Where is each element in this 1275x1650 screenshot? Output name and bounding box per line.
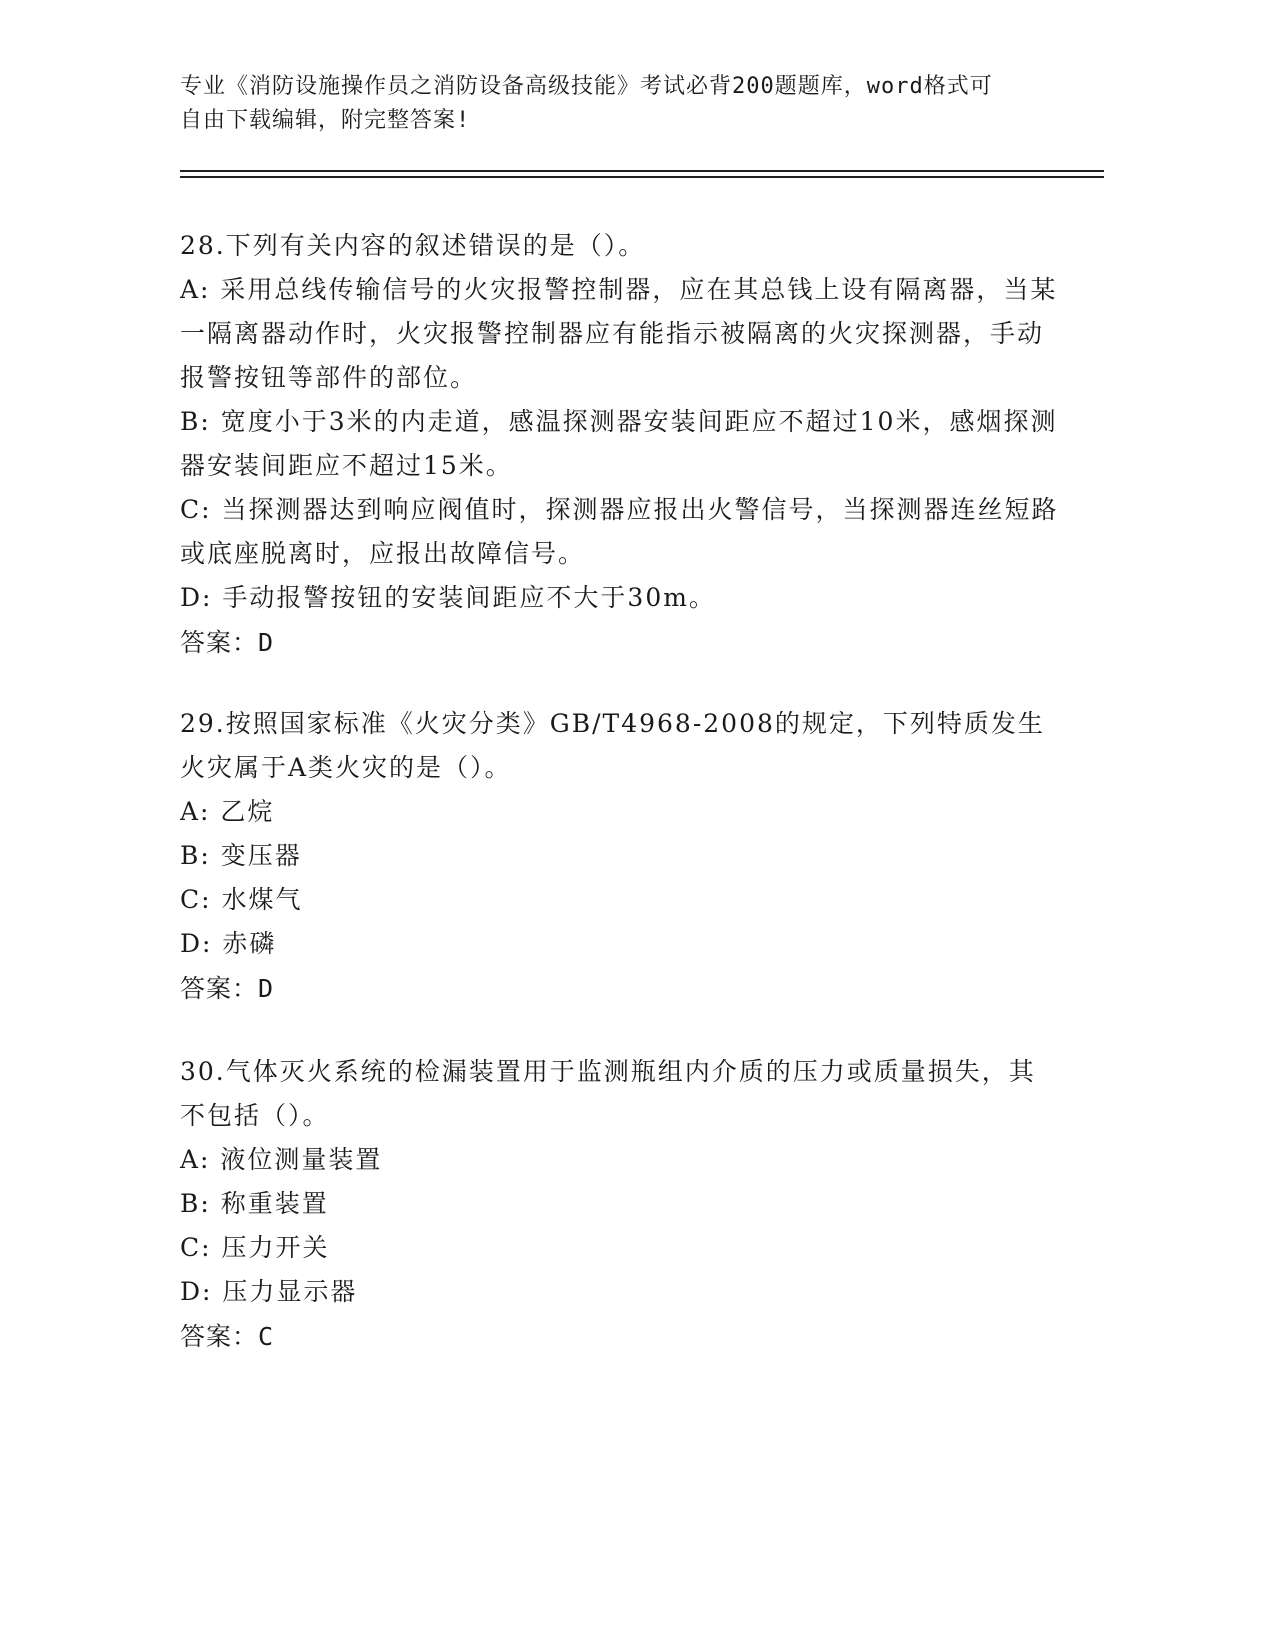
option-d: D: 手动报警按钮的安装间距应不大于30m。 xyxy=(180,583,716,612)
header-divider-bottom xyxy=(180,176,1104,178)
question-stem: 29.按照国家标准《火灾分类》GB/T4968-2008的规定，下列特质发生火灾属于A类火灾的是（）。 xyxy=(180,709,1045,782)
option-c: C: 当探测器达到响应阀值时，探测器应报出火警信号，当探测器连丝短路或底座脱离时，应报出故障信号。 xyxy=(180,495,1059,568)
option-a: A: 乙烷 xyxy=(180,797,275,826)
answer-label: 答案：D xyxy=(180,628,275,657)
answer-label: 答案：D xyxy=(180,974,275,1003)
option-d: D: 压力显示器 xyxy=(180,1277,358,1306)
question-stem: 30.气体灭火系统的检漏装置用于监测瓶组内介质的压力或质量损失，其不包括（）。 xyxy=(180,1057,1036,1130)
option-a: A: 采用总线传输信号的火灾报警控制器，应在其总钱上设有隔离器，当某一隔离器动作时，火灾报警控制器应有能指示被隔离的火灾探测器，手动报警按钮等部件的部位。 xyxy=(180,275,1058,392)
option-d: D: 赤磷 xyxy=(180,929,277,958)
question-28 xyxy=(180,224,1060,666)
option-b: B: 宽度小于3米的内走道，感温探测器安装间距应不超过10米，感烟探测器安装间距应不超过15米。 xyxy=(180,407,1058,480)
option-b: B: 称重装置 xyxy=(180,1189,329,1218)
option-c: C: 压力开关 xyxy=(180,1233,330,1262)
header-divider-top xyxy=(180,170,1104,172)
header-title-line2: 自由下载编辑，附完整答案! xyxy=(180,108,471,133)
header-title-line1: 专业《消防设施操作员之消防设备高级技能》考试必背200题题库，word格式可 xyxy=(180,74,993,99)
option-b: B: 变压器 xyxy=(180,841,302,870)
option-c: C: 水煤气 xyxy=(180,885,303,914)
option-a: A: 液位测量装置 xyxy=(180,1145,383,1174)
question-stem: 28.下列有关内容的叙述错误的是（）。 xyxy=(180,231,646,260)
answer-label: 答案：C xyxy=(180,1322,275,1351)
question-30 xyxy=(180,1050,1060,1360)
question-29 xyxy=(180,702,1060,1012)
document-header xyxy=(180,70,1060,138)
